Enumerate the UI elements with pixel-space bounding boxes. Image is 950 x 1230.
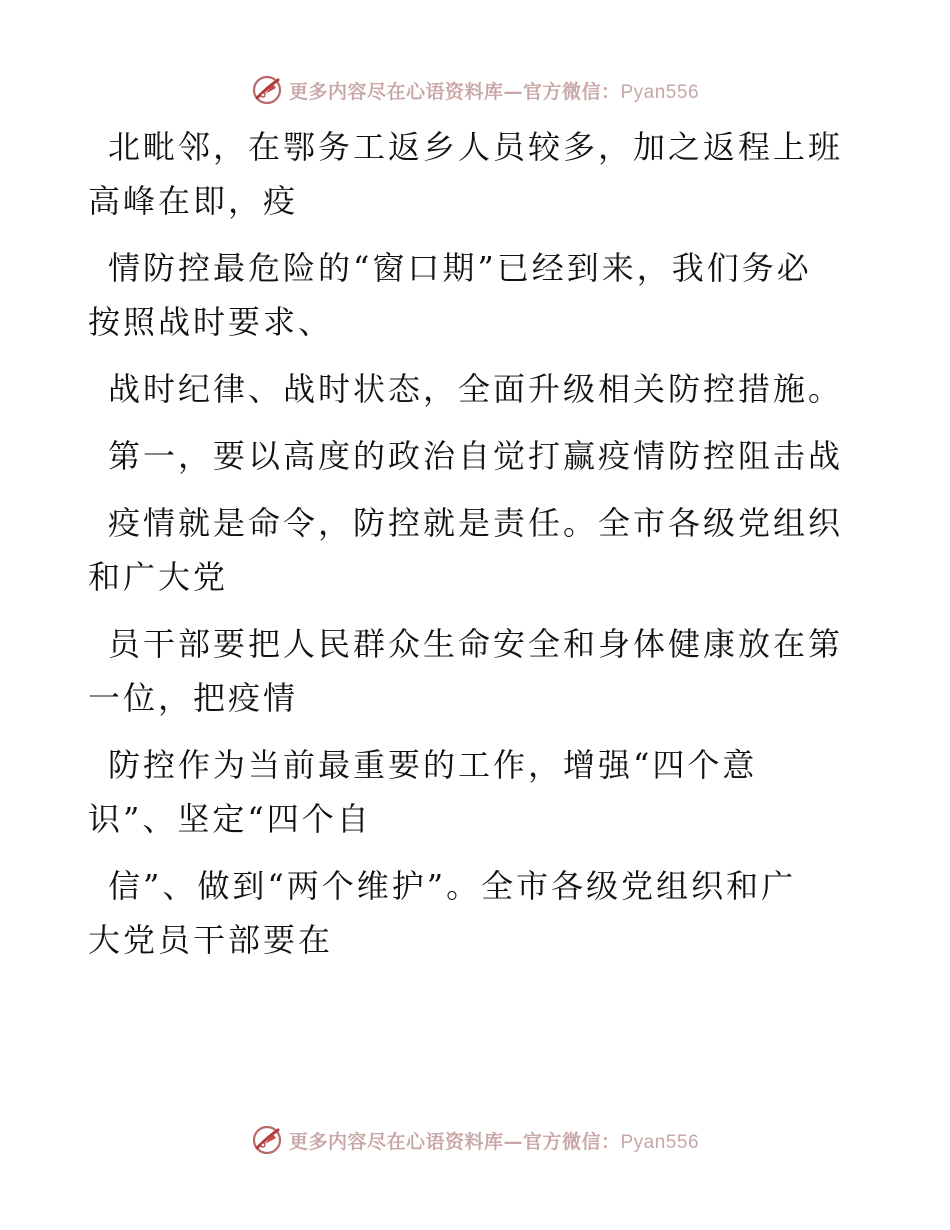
paragraph-line: 按照战时要求、: [88, 303, 334, 341]
paragraph-line: 信”、做到“两个维护”。全市各级党组织和广: [108, 867, 797, 905]
paragraph-line: 情防控最危险的“窗口期”已经到来，我们务必: [108, 249, 812, 287]
paragraph-line: 大党员干部要在: [88, 921, 334, 959]
paragraph-4: [98, 429, 858, 483]
pen-nib-logo-icon: [251, 1124, 283, 1156]
paragraph-8: [88, 859, 858, 967]
paragraph-6: [88, 617, 858, 725]
paragraph-5: [88, 496, 858, 604]
watermark-text: [289, 77, 699, 104]
paragraph-line: 第一，要以高度的政治自觉打赢疫情防控阻击战: [108, 437, 844, 475]
watermark-label: 更多内容尽在心语资料库—官方微信：: [288, 80, 621, 103]
paragraph-7: [88, 738, 858, 846]
header-watermark: [0, 70, 950, 110]
paragraph-line: 高峰在即，疫: [88, 182, 299, 220]
watermark-text: [289, 1127, 699, 1154]
paragraph-line: 员干部要把人民群众生命安全和身体健康放在第: [108, 625, 844, 663]
document-body: [88, 120, 858, 980]
paragraph-line: 防控作为当前最重要的工作，增强“四个意: [108, 746, 758, 784]
paragraph-1: [88, 120, 858, 228]
paragraph-line: 战时纪律、战时状态，全面升级相关防控措施。: [108, 370, 844, 408]
pen-nib-logo-icon: [251, 74, 283, 106]
footer-watermark: [0, 1120, 950, 1160]
paragraph-line: 识”、坚定“四个自: [88, 800, 372, 838]
paragraph-2: [88, 241, 858, 349]
watermark-label: 更多内容尽在心语资料库—官方微信：: [288, 1130, 621, 1153]
paragraph-line: 北毗邻，在鄂务工返乡人员较多，加之返程上班: [108, 128, 844, 166]
watermark-id: Pyan556: [620, 1131, 700, 1153]
paragraph-line: 疫情就是命令，防控就是责任。全市各级党组织: [108, 504, 844, 542]
paragraph-line: 一位，把疫情: [88, 679, 299, 717]
paragraph-line: 和广大党: [88, 558, 229, 596]
paragraph-3: [98, 362, 858, 416]
watermark-id: Pyan556: [620, 81, 700, 103]
